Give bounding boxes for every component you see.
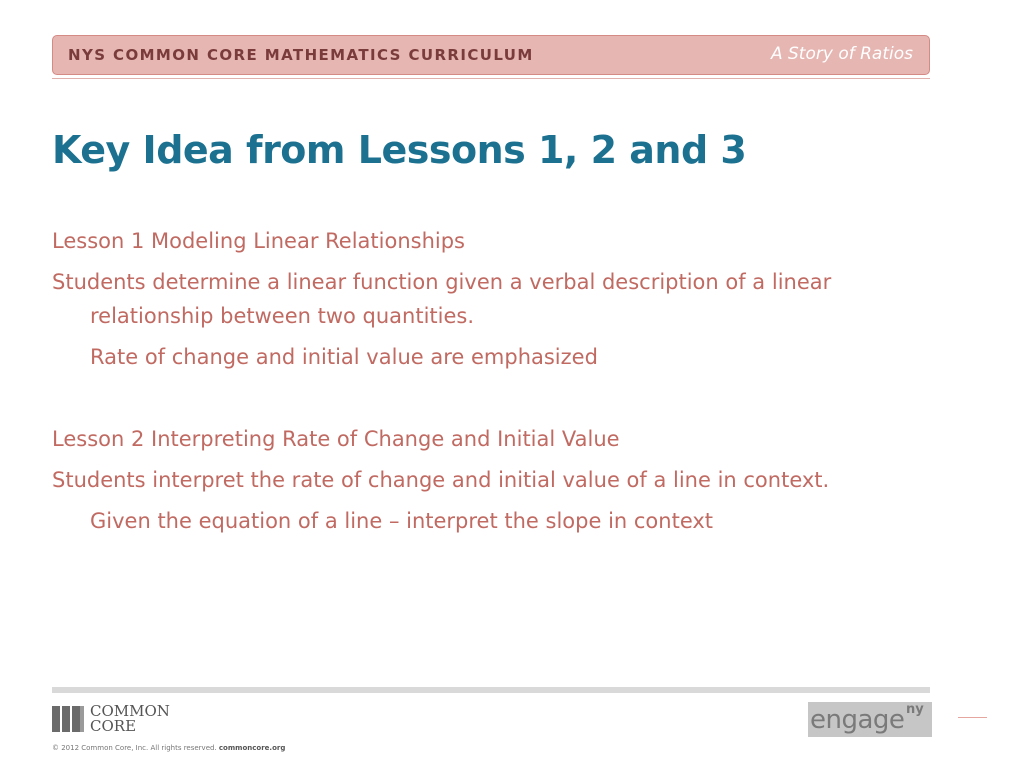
copyright-site: commoncore.org (218, 744, 286, 752)
copyright-text: © 2012 Common Core, Inc. All rights reserved. (52, 744, 217, 752)
cc-line1: COMMON (90, 702, 170, 720)
copyright-notice (52, 744, 285, 752)
lesson2-point: Given the equation of a line – interpret the slope in context (90, 509, 714, 533)
side-accent-line (958, 717, 987, 718)
lesson2-summary: Students interpret the rate of change and initial value of a line in context. (52, 468, 830, 492)
engage-superscript: ny (906, 702, 924, 717)
module-label: A Story of Ratios (770, 44, 913, 64)
engage-ny-logo (808, 702, 932, 737)
cc-line2: CORE (90, 717, 137, 735)
header-bar (52, 35, 930, 75)
lesson1-point: Rate of change and initial value are emphasized (90, 345, 598, 369)
lesson1-heading: Lesson 1 Modeling Linear Relationships (52, 229, 465, 253)
slide-title: Key Idea from Lessons 1, 2 and 3 (52, 128, 747, 172)
footer-divider (52, 687, 930, 693)
section-spacer (52, 381, 922, 422)
common-core-wordmark (90, 704, 170, 734)
lesson2-heading: Lesson 2 Interpreting Rate of Change and Initial Value (52, 427, 620, 451)
common-core-logo (52, 704, 252, 738)
curriculum-label: NYS COMMON CORE MATHEMATICS CURRICULUM (68, 46, 534, 64)
engage-wordmark: engage (810, 705, 905, 735)
header-divider (52, 78, 930, 79)
lesson1-summary: Students determine a linear function given a verbal description of a linear relationship between two quantities. (52, 270, 832, 328)
slide-body (52, 224, 922, 545)
